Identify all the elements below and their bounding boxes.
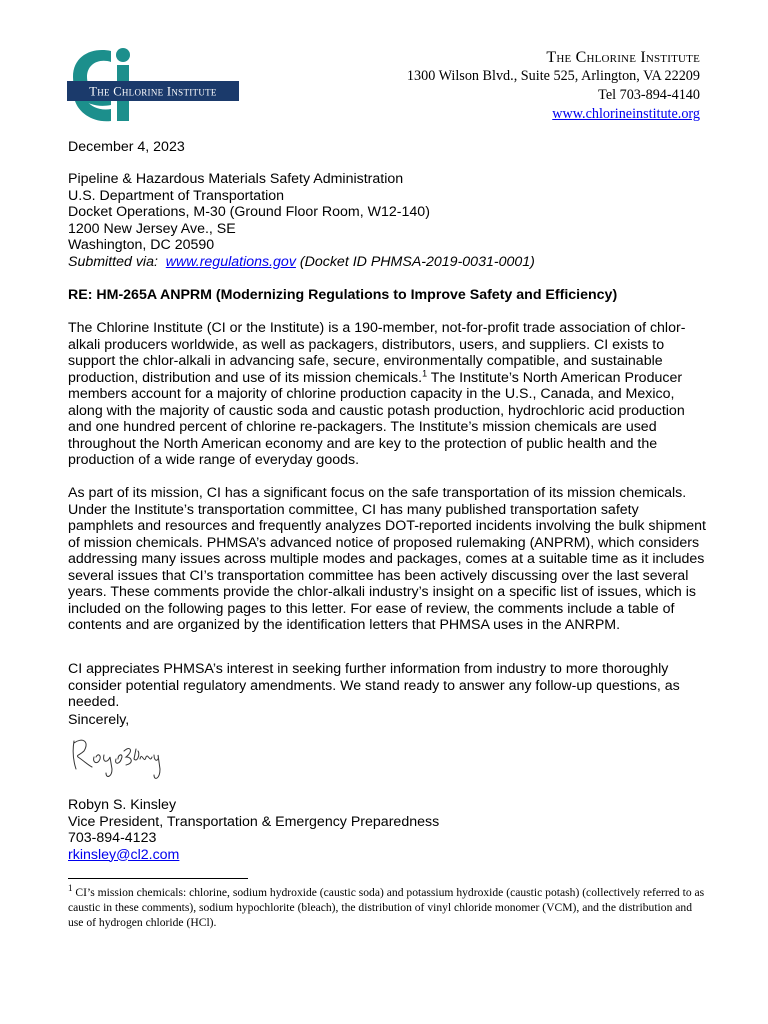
letterhead: [407, 48, 700, 124]
signer-phone: 703-894-4123: [68, 830, 157, 846]
submitted-prefix: Submitted via:: [68, 253, 158, 270]
body-paragraph-1: [68, 320, 708, 469]
recipient-line-5: Washington, DC 20590: [68, 237, 215, 253]
signer-block: [68, 797, 708, 863]
regulations-gov-link[interactable]: www.regulations.gov: [165, 253, 296, 270]
footnote: [68, 885, 708, 930]
org-phone: Tel 703-894-4140: [598, 87, 700, 103]
footnote-divider: [68, 878, 248, 879]
logo-i-dot: [116, 48, 130, 62]
signer-name: Robyn S. Kinsley: [68, 797, 177, 813]
org-website-link[interactable]: www.chlorineinstitute.org: [552, 106, 700, 122]
p1-part-b: The Institute’s North American Producer members account for a majority of chlorine production capacity in the U.S., Canada, and Mexico, along with the majority of caustic soda and caustic potash production, hydrochloric acid production and one hundred percent of chlorine re-packagers. The Institute’s mission chemicals are used throughout the North American economy and are key to the protection of public health and the production of a wide range of everyday goods.: [68, 369, 685, 468]
recipient-line-2: U.S. Department of Transportation: [68, 187, 285, 204]
body-paragraph-2: As part of its mission, CI has a significant focus on the safe transportation of its mission chemicals. Under the Institute’s transportation committee, CI has many published transportation safety pamphlets and resources and frequently analyzes DOT-reported incidents involving the bulk shipment of mission chemicals. PHMSA’s advanced notice of proposed rulemaking (ANPRM), which considers addressing many issues across multiple modes and packages, comes at a suitable time as it includes several issues that CI’s transportation committee has been actively discussing over the last several years. These comments provide the chlor-alkali industry’s insight on a specific list of issues, which is included on the following pages to this letter. For ease of review, the comments include a table of contents and are organized by the identification letters that PHMSA uses in the ANRPM.: [68, 485, 707, 633]
closing: Sincerely,: [68, 712, 130, 728]
submitted-via-line: [68, 254, 708, 271]
docket-id: (Docket ID PHMSA-2019-0031-0001): [299, 253, 535, 270]
footnote-text: CI’s mission chemicals: chlorine, sodium hydroxide (caustic soda) and potassium hydroxide (caustic potash) (collectively referred to as caustic in these comments), sodium hypochlorite (bleach), the distribution of vinyl chloride monomer (VCM), and the distribution and use of hydrogen chloride (HCl).: [68, 886, 705, 929]
handwritten-signature: [68, 729, 168, 785]
footnote-ref: 1: [422, 367, 428, 378]
p1-part-a: The Chlorine Institute (CI or the Institute) is a 190-member, not-for-profit trade association of chlor-alkali producers worldwide, as well as packagers, distributors, users, and suppliers. CI exists to support the chlor-alkali in advancing safe, secure, environmentally compatible, and sustainable production, distribution and use of its mission chemicals.: [68, 320, 686, 386]
signer-email-link[interactable]: rkinsley@cl2.com: [68, 846, 180, 863]
recipient-line-1: Pipeline & Hazardous Materials Safety Administration: [68, 171, 404, 187]
letter-date: December 4, 2023: [68, 139, 185, 155]
recipient-line-3: Docket Operations, M-30 (Ground Floor Room, W12-140): [68, 204, 430, 220]
logo-banner-text: The Chlorine Institute: [89, 84, 217, 99]
signer-title: Vice President, Transportation & Emergency Preparedness: [68, 813, 440, 830]
footnote-marker: 1: [68, 883, 73, 894]
recipient-address: [68, 171, 708, 270]
recipient-line-4: 1200 New Jersey Ave., SE: [68, 220, 236, 237]
body-paragraph-3: CI appreciates PHMSA’s interest in seeking further information from industry to more thoroughly consider potential regulatory amendments. We stand ready to answer any follow-up questions, as needed.: [68, 661, 680, 710]
org-address: 1300 Wilson Blvd., Suite 525, Arlington, VA 22209: [406, 68, 700, 84]
org-name: The Chlorine Institute: [546, 49, 700, 66]
chlorine-institute-logo: [67, 43, 239, 125]
subject-line: RE: HM-265A ANPRM (Modernizing Regulations to Improve Safety and Efficiency): [68, 287, 618, 303]
